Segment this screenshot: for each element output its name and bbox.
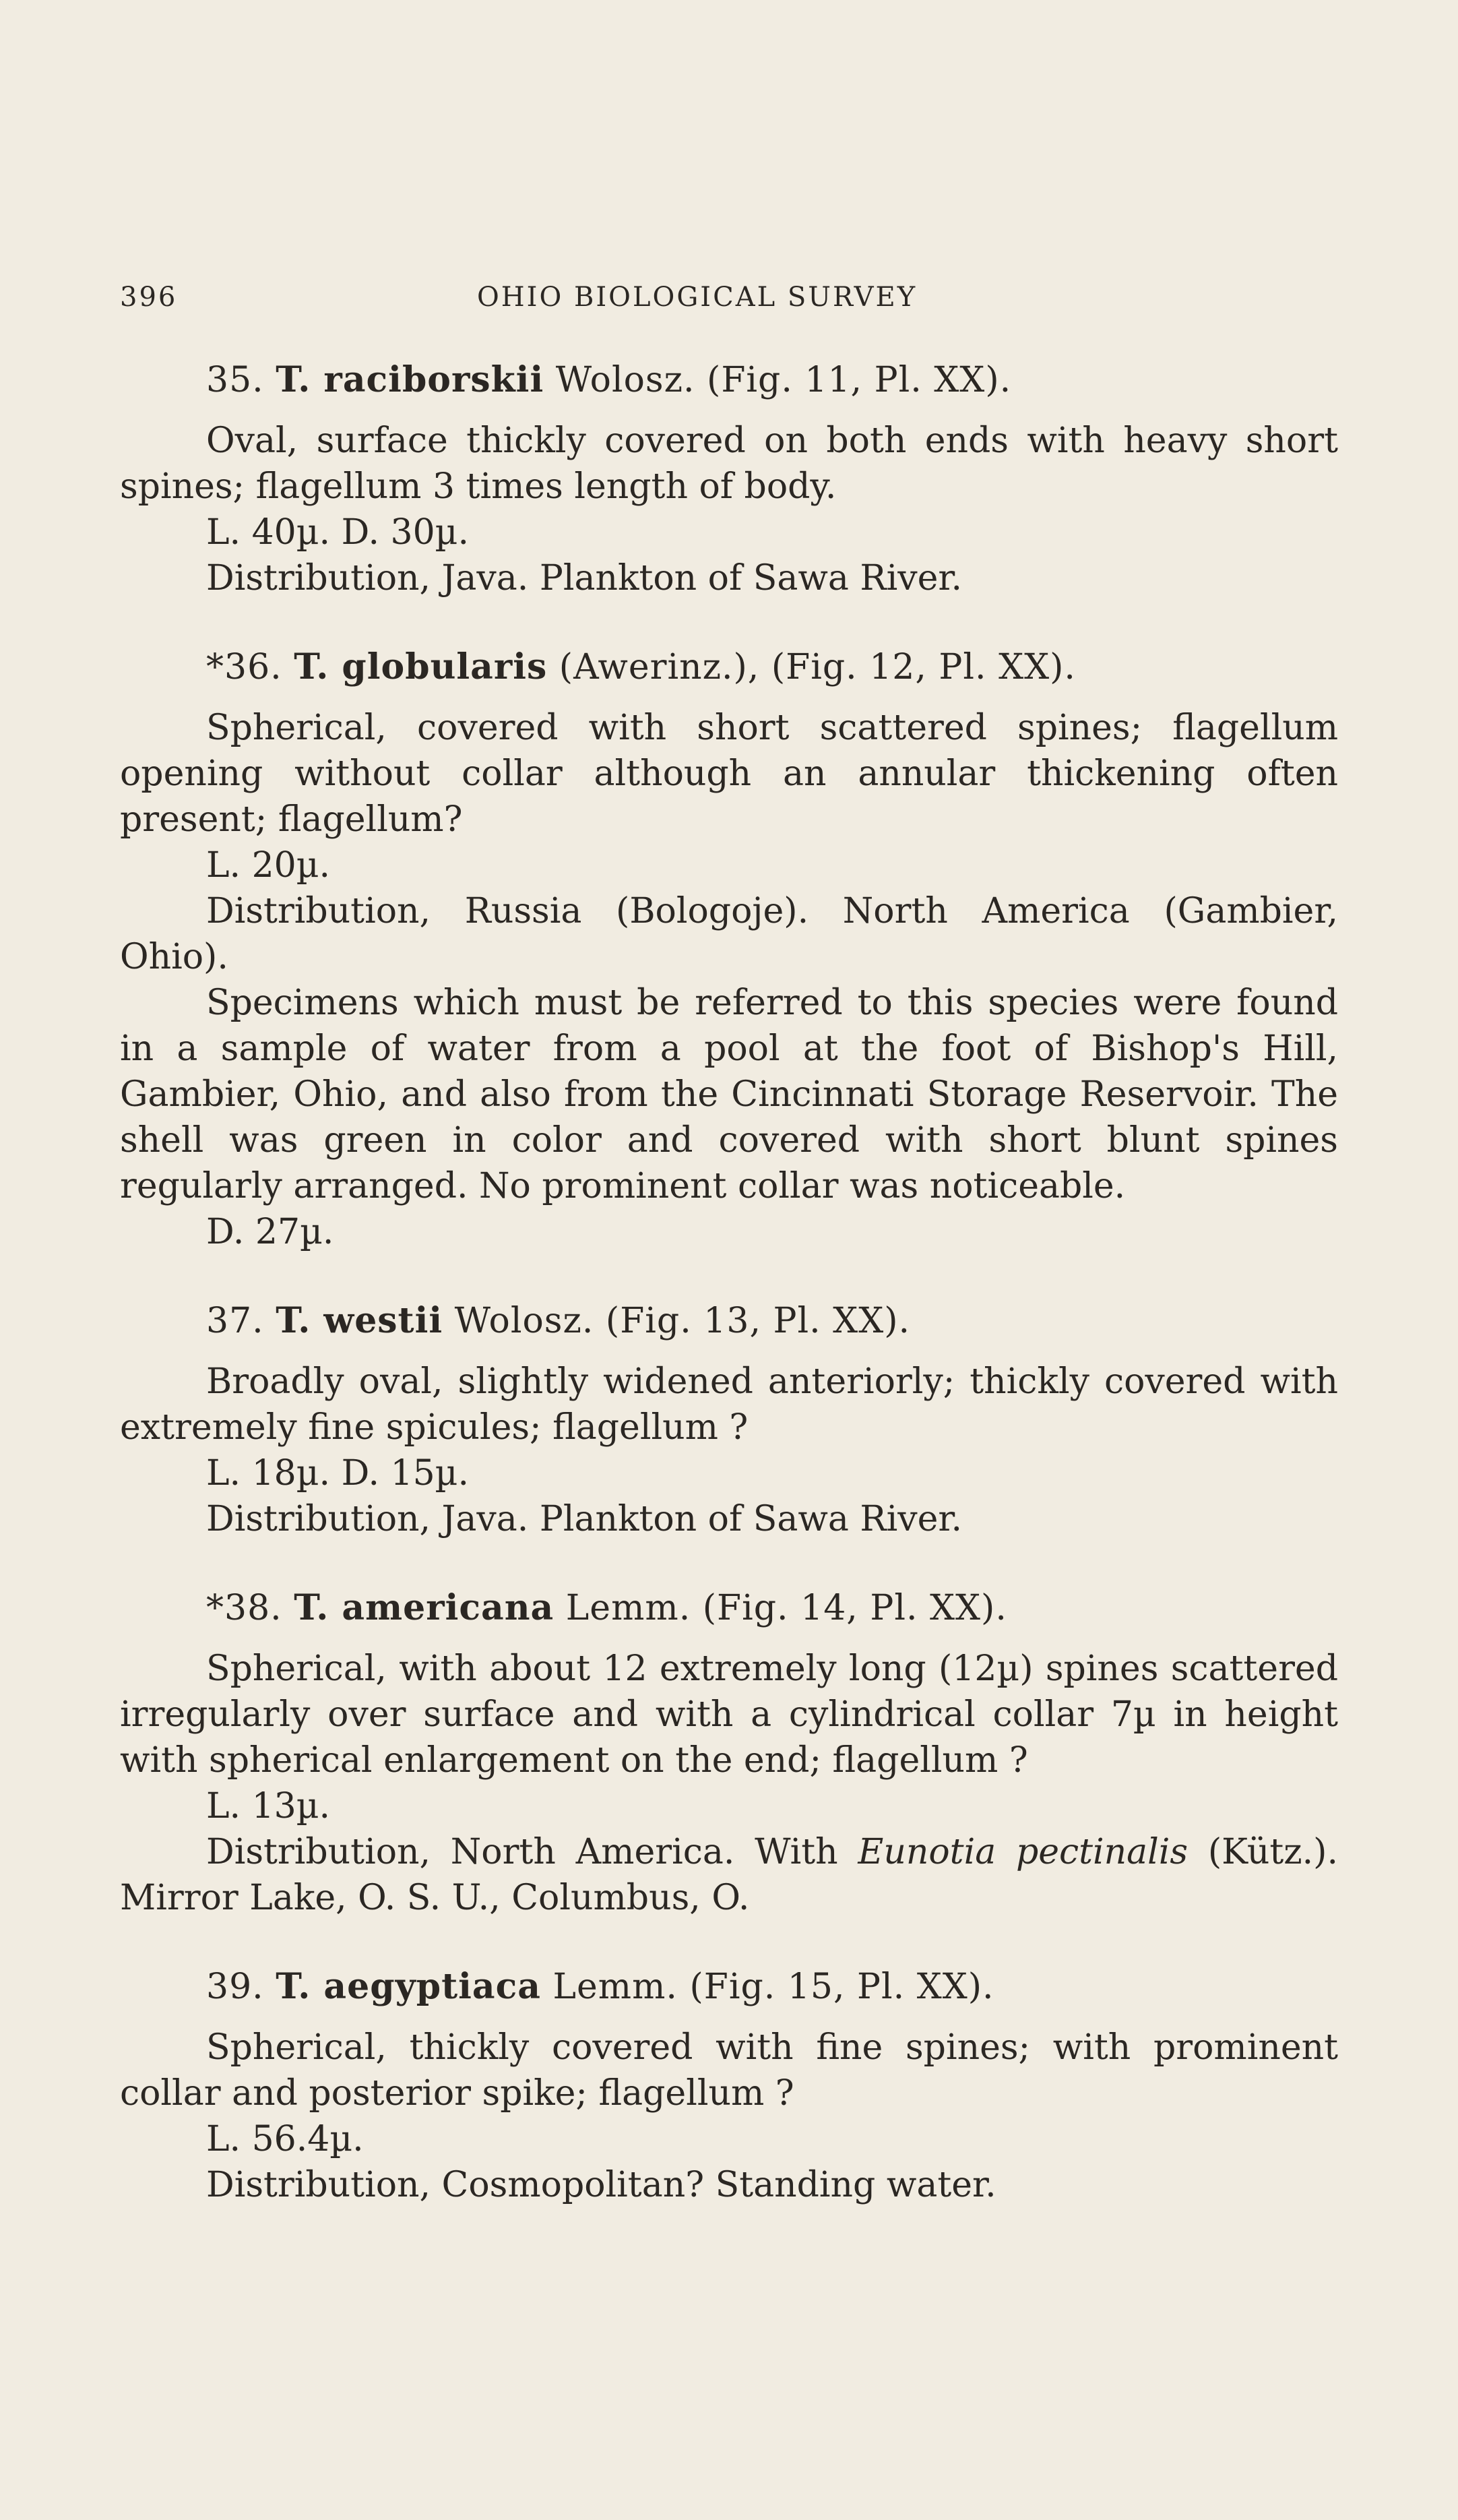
species-description: Broadly oval, slightly widened anteriorly; thickly covered with extremely fine spicules; flagellum ? [120,1361,1338,1448]
species-heading [120,1298,1338,1344]
species-entry-35 [120,357,1338,601]
species-entry-37 [120,1298,1338,1542]
species-description: Spherical, with about 12 extremely long (12µ) spines scattered irregularly over surface and with a cylindrical collar 7µ in height with spherical enlargement on the end; flagellum ? [120,1649,1338,1781]
species-name: T. americana [294,1587,554,1628]
measurements: L. 18µ. D. 15µ. [206,1453,469,1494]
species-name: T. raciborskii [276,359,544,400]
specimen-note: Specimens which must be referred to this species were found in a sample of water from a pool at the foot of Bishop's Hill, Gambier, Ohio, and also from the Cincinnati Storage Reservoir. The shell was green in color and covered with short blunt spines regularly arranged. No prominent collar was noticeable. [120,983,1338,1206]
species-authority: Wolosz. (Fig. 13, Pl. XX). [443,1301,911,1341]
species-authority: (Awerinz.), (Fig. 12, Pl. XX). [547,647,1076,687]
species-authority: Lemm. (Fig. 15, Pl. XX). [540,1967,994,2007]
species-authority: Lemm. (Fig. 14, Pl. XX). [554,1588,1007,1628]
distribution: Distribution, Russia (Bologoje). North America (Gambier, Ohio). [120,891,1338,977]
species-heading [120,1964,1338,2010]
species-authority: Wolosz. (Fig. 11, Pl. XX). [544,360,1012,400]
distribution: Distribution, Cosmopolitan? Standing water. [206,2165,996,2205]
entry-number: 39. [206,1967,264,2007]
measurements: L. 40µ. D. 30µ. [206,512,469,553]
measurements: L. 13µ. [206,1786,331,1826]
distribution-locality: (Kütz.). Mirror Lake, O. S. U., Columbus, O. [120,1832,1338,1918]
journal-title: OHIO BIOLOGICAL SURVEY [477,282,918,313]
species-description: Oval, surface thickly covered on both ends with heavy short spines; flagellum 3 times length of body. [120,421,1338,507]
measurements: L. 20µ. [206,845,331,886]
distribution: Distribution, Java. Plankton of Sawa River. [206,558,963,598]
entry-number: 37. [206,1301,264,1341]
species-entry-39 [120,1964,1338,2208]
page-body [120,357,1338,2251]
species-entry-36 [120,644,1338,1255]
distribution [120,1829,1338,1921]
associated-species: Eunotia pectinalis [858,1832,1188,1872]
species-name: T. globularis [294,646,548,687]
species-description: Spherical, thickly covered with fine spines; with prominent collar and posterior spike; flagellum ? [120,2027,1338,2114]
entry-number: 35. [206,360,264,400]
species-heading [120,1585,1338,1631]
page-number: 396 [120,282,178,313]
species-entry-38 [120,1585,1338,1921]
species-name: T. aegyptiaca [276,1966,541,2007]
species-name: T. westii [276,1300,443,1341]
measurements: L. 56.4µ. [206,2119,364,2159]
measurements-specimen: D. 27µ. [206,1212,334,1252]
species-heading [120,644,1338,690]
distribution: Distribution, Java. Plankton of Sawa River. [206,1499,963,1539]
species-description: Spherical, covered with short scattered spines; flagellum opening without collar although an annular thickening often present; flagellum? [120,708,1338,840]
species-heading [120,357,1338,403]
entry-number: *38. [206,1588,282,1628]
distribution-text: Distribution, North America. With [206,1832,858,1872]
entry-number: *36. [206,647,282,687]
